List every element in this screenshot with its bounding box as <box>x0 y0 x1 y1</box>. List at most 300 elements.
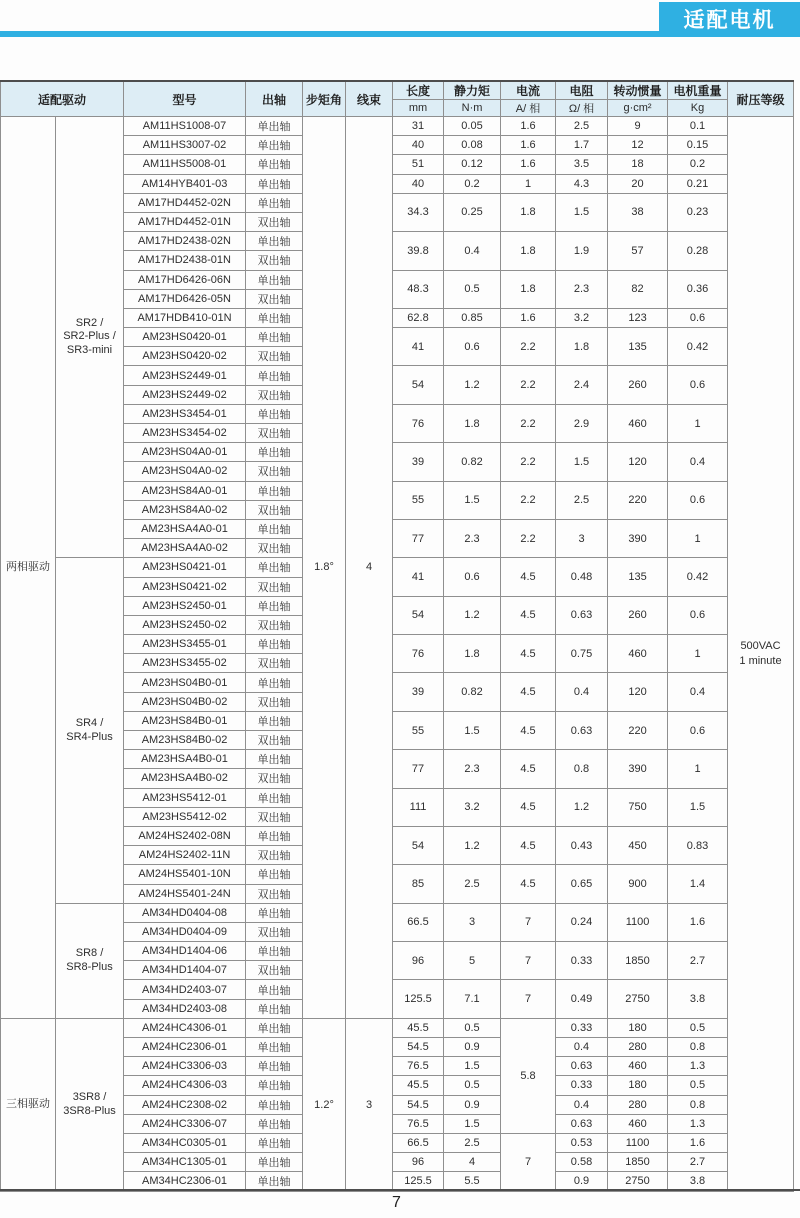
cell-spec-3: 2.5 <box>556 481 608 519</box>
header-shaft: 出轴 <box>246 81 303 117</box>
cell-spec-2: 7 <box>501 980 556 1018</box>
cell-shaft: 单出轴 <box>246 1076 303 1095</box>
cell-spec-1: 1.5 <box>444 481 501 519</box>
cell-model: AM24HC2306-01 <box>124 1038 246 1057</box>
cell-spec-4: 460 <box>608 1057 668 1076</box>
cell-spec-1: 0.4 <box>444 232 501 270</box>
cell-series: SR8 / SR8-Plus <box>56 903 124 1018</box>
cell-shaft: 单出轴 <box>246 1114 303 1133</box>
unit-weight: Kg <box>668 100 728 117</box>
cell-spec-4: 1100 <box>608 903 668 941</box>
cell-shaft: 双出轴 <box>246 347 303 366</box>
cell-spec-5: 0.6 <box>668 308 728 327</box>
cell-spec-1: 0.25 <box>444 193 501 231</box>
cell-spec-3: 0.4 <box>556 1095 608 1114</box>
cell-spec-1: 0.6 <box>444 558 501 596</box>
cell-spec-4: 38 <box>608 193 668 231</box>
cell-spec-1: 1.2 <box>444 826 501 864</box>
cell-spec-2: 5.8 <box>501 1018 556 1133</box>
cell-spec-3: 1.8 <box>556 328 608 366</box>
cell-shaft: 单出轴 <box>246 980 303 999</box>
cell-model: AM24HC4306-03 <box>124 1076 246 1095</box>
cell-spec-5: 0.6 <box>668 366 728 404</box>
cell-spec-3: 0.75 <box>556 635 608 673</box>
cell-spec-3: 0.48 <box>556 558 608 596</box>
cell-spec-0: 31 <box>393 117 444 136</box>
header-inertia: 转动惯量 <box>608 81 668 100</box>
cell-model: AM17HD4452-02N <box>124 193 246 212</box>
table-row <box>1 117 794 136</box>
cell-spec-5: 3.8 <box>668 980 728 1018</box>
cell-spec-0: 51 <box>393 155 444 174</box>
cell-spec-0: 77 <box>393 519 444 557</box>
cell-shaft: 双出轴 <box>246 692 303 711</box>
cell-spec-3: 2.9 <box>556 404 608 442</box>
cell-shaft: 单出轴 <box>246 232 303 251</box>
cell-spec-4: 460 <box>608 1114 668 1133</box>
cell-spec-0: 125.5 <box>393 1172 444 1191</box>
cell-spec-0: 96 <box>393 1153 444 1172</box>
cell-spec-4: 180 <box>608 1076 668 1095</box>
table-row <box>1 558 794 577</box>
cell-spec-1: 3.2 <box>444 788 501 826</box>
cell-model: AM34HC1305-01 <box>124 1153 246 1172</box>
cell-model: AM17HD6426-06N <box>124 270 246 289</box>
spec-table-body <box>1 117 794 1192</box>
cell-model: AM23HS04B0-01 <box>124 673 246 692</box>
cell-model: AM23HS84B0-01 <box>124 711 246 730</box>
cell-model: AM23HS84A0-02 <box>124 500 246 519</box>
cell-spec-5: 1.4 <box>668 865 728 903</box>
header-model: 型号 <box>124 81 246 117</box>
cell-shaft: 单出轴 <box>246 1038 303 1057</box>
cell-spec-5: 1.5 <box>668 788 728 826</box>
cell-spec-3: 1.5 <box>556 193 608 231</box>
cell-spec-5: 1.6 <box>668 1133 728 1152</box>
cell-phase: 三相驱动 <box>1 1018 56 1191</box>
cell-model: AM14HYB401-03 <box>124 174 246 193</box>
cell-shaft: 单出轴 <box>246 1018 303 1037</box>
cell-spec-0: 45.5 <box>393 1076 444 1095</box>
cell-spec-1: 0.5 <box>444 270 501 308</box>
cell-step-angle: 1.2° <box>303 1018 346 1191</box>
cell-spec-2: 4.5 <box>501 673 556 711</box>
cell-spec-0: 66.5 <box>393 1133 444 1152</box>
cell-spec-0: 96 <box>393 942 444 980</box>
cell-spec-4: 135 <box>608 328 668 366</box>
cell-model: AM23HS5412-01 <box>124 788 246 807</box>
cell-shaft: 双出轴 <box>246 961 303 980</box>
cell-model: AM23HSA4A0-01 <box>124 519 246 538</box>
cell-spec-1: 0.12 <box>444 155 501 174</box>
cell-model: AM34HC2306-01 <box>124 1172 246 1191</box>
cell-spec-5: 0.28 <box>668 232 728 270</box>
cell-spec-5: 0.4 <box>668 443 728 481</box>
table-header <box>1 81 794 117</box>
cell-model: AM23HS0421-01 <box>124 558 246 577</box>
cell-spec-3: 3.5 <box>556 155 608 174</box>
cell-model: AM17HD2438-02N <box>124 232 246 251</box>
cell-spec-3: 0.24 <box>556 903 608 941</box>
cell-spec-4: 220 <box>608 481 668 519</box>
cell-model: AM34HD1404-07 <box>124 961 246 980</box>
cell-spec-4: 2750 <box>608 1172 668 1191</box>
cell-shaft: 单出轴 <box>246 1133 303 1152</box>
cell-shaft: 单出轴 <box>246 155 303 174</box>
cell-shaft: 双出轴 <box>246 251 303 270</box>
cell-model: AM23HS2449-01 <box>124 366 246 385</box>
cell-spec-3: 0.4 <box>556 1038 608 1057</box>
cell-model: AM23HS0420-01 <box>124 328 246 347</box>
cell-model: AM23HS0421-02 <box>124 577 246 596</box>
cell-spec-1: 5.5 <box>444 1172 501 1191</box>
cell-shaft: 单出轴 <box>246 404 303 423</box>
cell-spec-0: 55 <box>393 711 444 749</box>
cell-spec-4: 1850 <box>608 1153 668 1172</box>
cell-spec-1: 0.5 <box>444 1076 501 1095</box>
cell-spec-3: 0.53 <box>556 1133 608 1152</box>
cell-spec-5: 0.23 <box>668 193 728 231</box>
cell-shaft: 单出轴 <box>246 1057 303 1076</box>
cell-spec-5: 1 <box>668 750 728 788</box>
cell-model: AM24HS2402-08N <box>124 826 246 845</box>
cell-spec-2: 2.2 <box>501 404 556 442</box>
unit-torque: N·m <box>444 100 501 117</box>
cell-spec-1: 0.05 <box>444 117 501 136</box>
cell-spec-2: 1.6 <box>501 155 556 174</box>
cell-shaft: 单出轴 <box>246 673 303 692</box>
cell-wires: 4 <box>346 117 393 1019</box>
cell-spec-5: 0.8 <box>668 1038 728 1057</box>
cell-model: AM34HD0404-09 <box>124 922 246 941</box>
table-row <box>1 1018 794 1037</box>
cell-shaft: 单出轴 <box>246 117 303 136</box>
cell-spec-3: 1.2 <box>556 788 608 826</box>
cell-spec-5: 1.3 <box>668 1114 728 1133</box>
cell-spec-3: 2.4 <box>556 366 608 404</box>
cell-model: AM24HS2402-11N <box>124 846 246 865</box>
cell-wires: 3 <box>346 1018 393 1191</box>
cell-spec-3: 0.63 <box>556 711 608 749</box>
cell-spec-5: 0.21 <box>668 174 728 193</box>
cell-model: AM23HS2450-02 <box>124 615 246 634</box>
cell-shaft: 单出轴 <box>246 635 303 654</box>
cell-shaft: 双出轴 <box>246 385 303 404</box>
cell-spec-4: 260 <box>608 596 668 634</box>
cell-shaft: 双出轴 <box>246 424 303 443</box>
cell-spec-3: 0.8 <box>556 750 608 788</box>
cell-spec-0: 66.5 <box>393 903 444 941</box>
cell-spec-0: 39.8 <box>393 232 444 270</box>
cell-shaft: 单出轴 <box>246 308 303 327</box>
cell-spec-1: 2.5 <box>444 865 501 903</box>
cell-spec-1: 1.2 <box>444 596 501 634</box>
cell-model: AM23HS04B0-02 <box>124 692 246 711</box>
cell-spec-0: 76.5 <box>393 1057 444 1076</box>
cell-spec-5: 1 <box>668 519 728 557</box>
cell-model: AM23HS2449-02 <box>124 385 246 404</box>
cell-spec-4: 900 <box>608 865 668 903</box>
cell-spec-1: 0.9 <box>444 1095 501 1114</box>
cell-spec-2: 4.5 <box>501 750 556 788</box>
cell-spec-5: 0.83 <box>668 826 728 864</box>
cell-spec-1: 0.9 <box>444 1038 501 1057</box>
cell-spec-1: 0.2 <box>444 174 501 193</box>
cell-series: SR4 / SR4-Plus <box>56 558 124 903</box>
cell-spec-1: 2.3 <box>444 519 501 557</box>
cell-spec-5: 0.15 <box>668 136 728 155</box>
cell-model: AM23HS5412-02 <box>124 807 246 826</box>
cell-spec-1: 1.8 <box>444 404 501 442</box>
cell-spec-2: 4.5 <box>501 635 556 673</box>
cell-spec-3: 0.33 <box>556 942 608 980</box>
page-number: 7 <box>392 1194 401 1211</box>
cell-model: AM34HD1404-06 <box>124 942 246 961</box>
cell-spec-5: 2.7 <box>668 1153 728 1172</box>
cell-model: AM23HS2450-01 <box>124 596 246 615</box>
cell-model: AM17HDB410-01N <box>124 308 246 327</box>
cell-model: AM34HD2403-08 <box>124 999 246 1018</box>
cell-shaft: 单出轴 <box>246 270 303 289</box>
cell-spec-3: 0.63 <box>556 1057 608 1076</box>
cell-spec-3: 4.3 <box>556 174 608 193</box>
cell-spec-4: 20 <box>608 174 668 193</box>
cell-spec-4: 2750 <box>608 980 668 1018</box>
cell-spec-1: 7.1 <box>444 980 501 1018</box>
cell-model: AM23HSA4B0-02 <box>124 769 246 788</box>
cell-spec-1: 5 <box>444 942 501 980</box>
cell-spec-2: 2.2 <box>501 328 556 366</box>
cell-spec-3: 0.49 <box>556 980 608 1018</box>
cell-spec-1: 1.5 <box>444 1114 501 1133</box>
cell-model: AM23HS84A0-01 <box>124 481 246 500</box>
cell-spec-0: 41 <box>393 558 444 596</box>
cell-spec-5: 0.42 <box>668 328 728 366</box>
cell-model: AM23HS84B0-02 <box>124 731 246 750</box>
cell-spec-4: 180 <box>608 1018 668 1037</box>
cell-spec-5: 0.42 <box>668 558 728 596</box>
cell-model: AM17HD2438-01N <box>124 251 246 270</box>
cell-spec-4: 390 <box>608 750 668 788</box>
cell-spec-2: 4.5 <box>501 826 556 864</box>
cell-spec-2: 2.2 <box>501 366 556 404</box>
cell-spec-2: 4.5 <box>501 711 556 749</box>
cell-spec-2: 1.6 <box>501 308 556 327</box>
cell-spec-1: 1.5 <box>444 711 501 749</box>
header-current: 电流 <box>501 81 556 100</box>
cell-spec-1: 0.82 <box>444 673 501 711</box>
cell-model: AM23HSA4B0-01 <box>124 750 246 769</box>
cell-model: AM24HC2308-02 <box>124 1095 246 1114</box>
cell-spec-1: 3 <box>444 903 501 941</box>
cell-spec-3: 0.58 <box>556 1153 608 1172</box>
cell-spec-2: 1.8 <box>501 270 556 308</box>
cell-model: AM23HS3454-01 <box>124 404 246 423</box>
cell-spec-1: 0.85 <box>444 308 501 327</box>
table-row <box>1 903 794 922</box>
cell-model: AM34HD0404-08 <box>124 903 246 922</box>
cell-spec-5: 0.6 <box>668 596 728 634</box>
cell-spec-1: 1.5 <box>444 1057 501 1076</box>
cell-model: AM11HS5008-01 <box>124 155 246 174</box>
header-drive: 适配驱动 <box>1 81 124 117</box>
cell-spec-0: 76 <box>393 635 444 673</box>
cell-spec-3: 0.43 <box>556 826 608 864</box>
cell-spec-3: 0.33 <box>556 1018 608 1037</box>
cell-spec-2: 1.8 <box>501 232 556 270</box>
cell-shaft: 单出轴 <box>246 366 303 385</box>
cell-spec-5: 3.8 <box>668 1172 728 1191</box>
cell-spec-3: 3.2 <box>556 308 608 327</box>
cell-model: AM24HC4306-01 <box>124 1018 246 1037</box>
cell-spec-0: 54.5 <box>393 1038 444 1057</box>
cell-spec-2: 7 <box>501 1133 556 1191</box>
cell-withstand: 500VAC 1 minute <box>728 117 794 1192</box>
cell-model: AM24HC3306-07 <box>124 1114 246 1133</box>
cell-spec-3: 1.9 <box>556 232 608 270</box>
cell-model: AM23HS3455-01 <box>124 635 246 654</box>
cell-spec-3: 2.3 <box>556 270 608 308</box>
cell-spec-4: 123 <box>608 308 668 327</box>
cell-spec-0: 125.5 <box>393 980 444 1018</box>
cell-spec-3: 0.9 <box>556 1172 608 1191</box>
cell-spec-2: 1.6 <box>501 136 556 155</box>
cell-spec-5: 1 <box>668 404 728 442</box>
cell-spec-0: 76.5 <box>393 1114 444 1133</box>
cell-shaft: 双出轴 <box>246 731 303 750</box>
cell-spec-4: 280 <box>608 1095 668 1114</box>
cell-spec-0: 45.5 <box>393 1018 444 1037</box>
cell-model: AM24HS5401-10N <box>124 865 246 884</box>
cell-spec-3: 0.65 <box>556 865 608 903</box>
cell-spec-0: 111 <box>393 788 444 826</box>
cell-shaft: 单出轴 <box>246 1153 303 1172</box>
cell-shaft: 单出轴 <box>246 174 303 193</box>
cell-spec-2: 4.5 <box>501 596 556 634</box>
cell-shaft: 双出轴 <box>246 884 303 903</box>
cell-spec-0: 39 <box>393 673 444 711</box>
bottom-rule <box>0 1189 800 1191</box>
cell-spec-4: 18 <box>608 155 668 174</box>
cell-spec-3: 0.33 <box>556 1076 608 1095</box>
cell-model: AM34HC0305-01 <box>124 1133 246 1152</box>
cell-shaft: 双出轴 <box>246 922 303 941</box>
cell-model: AM23HS04A0-01 <box>124 443 246 462</box>
cell-model: AM23HS0420-02 <box>124 347 246 366</box>
header-resistance: 电阻 <box>556 81 608 100</box>
cell-spec-1: 0.08 <box>444 136 501 155</box>
cell-spec-5: 1.3 <box>668 1057 728 1076</box>
cell-shaft: 单出轴 <box>246 481 303 500</box>
cell-spec-0: 55 <box>393 481 444 519</box>
cell-spec-4: 120 <box>608 443 668 481</box>
cell-spec-0: 54 <box>393 826 444 864</box>
cell-spec-0: 40 <box>393 174 444 193</box>
cell-step-angle: 1.8° <box>303 117 346 1019</box>
cell-spec-2: 7 <box>501 942 556 980</box>
cell-spec-2: 7 <box>501 903 556 941</box>
cell-spec-5: 0.4 <box>668 673 728 711</box>
cell-shaft: 双出轴 <box>246 212 303 231</box>
cell-shaft: 单出轴 <box>246 865 303 884</box>
cell-spec-5: 0.5 <box>668 1018 728 1037</box>
cell-spec-4: 135 <box>608 558 668 596</box>
cell-shaft: 单出轴 <box>246 1172 303 1191</box>
cell-shaft: 单出轴 <box>246 903 303 922</box>
cell-spec-4: 220 <box>608 711 668 749</box>
cell-spec-4: 390 <box>608 519 668 557</box>
cell-shaft: 单出轴 <box>246 193 303 212</box>
cell-shaft: 单出轴 <box>246 788 303 807</box>
cell-model: AM23HS3454-02 <box>124 424 246 443</box>
cell-spec-5: 0.1 <box>668 117 728 136</box>
cell-spec-2: 4.5 <box>501 558 556 596</box>
cell-model: AM11HS1008-07 <box>124 117 246 136</box>
cell-spec-3: 1.5 <box>556 443 608 481</box>
cell-shaft: 单出轴 <box>246 1095 303 1114</box>
cell-spec-4: 450 <box>608 826 668 864</box>
cell-spec-4: 260 <box>608 366 668 404</box>
cell-spec-3: 1.7 <box>556 136 608 155</box>
cell-model: AM17HD4452-01N <box>124 212 246 231</box>
cell-spec-5: 0.2 <box>668 155 728 174</box>
cell-shaft: 单出轴 <box>246 136 303 155</box>
cell-model: AM17HD6426-05N <box>124 289 246 308</box>
cell-spec-0: 54.5 <box>393 1095 444 1114</box>
cell-spec-0: 34.3 <box>393 193 444 231</box>
cell-model: AM23HSA4A0-02 <box>124 539 246 558</box>
header-weight: 电机重量 <box>668 81 728 100</box>
header-wires: 线束 <box>346 81 393 117</box>
cell-spec-4: 82 <box>608 270 668 308</box>
cell-spec-4: 1100 <box>608 1133 668 1152</box>
cell-model: AM23HS04A0-02 <box>124 462 246 481</box>
header-step-angle: 步矩角 <box>303 81 346 117</box>
cell-shaft: 双出轴 <box>246 654 303 673</box>
cell-series: 3SR8 / 3SR8-Plus <box>56 1018 124 1191</box>
cell-spec-2: 1.6 <box>501 117 556 136</box>
cell-spec-2: 1 <box>501 174 556 193</box>
cell-spec-3: 3 <box>556 519 608 557</box>
cell-spec-5: 0.36 <box>668 270 728 308</box>
cell-spec-1: 0.5 <box>444 1018 501 1037</box>
cell-shaft: 双出轴 <box>246 577 303 596</box>
cell-shaft: 单出轴 <box>246 519 303 538</box>
cell-spec-0: 77 <box>393 750 444 788</box>
unit-length: mm <box>393 100 444 117</box>
cell-shaft: 单出轴 <box>246 328 303 347</box>
cell-model: AM11HS3007-02 <box>124 136 246 155</box>
cell-shaft: 单出轴 <box>246 711 303 730</box>
cell-spec-0: 40 <box>393 136 444 155</box>
cell-spec-0: 41 <box>393 328 444 366</box>
cell-spec-1: 0.6 <box>444 328 501 366</box>
cell-spec-4: 9 <box>608 117 668 136</box>
cell-model: AM24HC3306-03 <box>124 1057 246 1076</box>
header-torque: 静力矩 <box>444 81 501 100</box>
cell-spec-1: 0.82 <box>444 443 501 481</box>
header-length: 长度 <box>393 81 444 100</box>
cell-spec-4: 120 <box>608 673 668 711</box>
cell-shaft: 单出轴 <box>246 443 303 462</box>
cell-shaft: 双出轴 <box>246 500 303 519</box>
cell-spec-5: 1.6 <box>668 903 728 941</box>
unit-resistance: Ω/ 相 <box>556 100 608 117</box>
cell-spec-0: 62.8 <box>393 308 444 327</box>
cell-spec-4: 750 <box>608 788 668 826</box>
cell-model: AM23HS3455-02 <box>124 654 246 673</box>
header-withstand: 耐压等级 <box>728 81 794 117</box>
